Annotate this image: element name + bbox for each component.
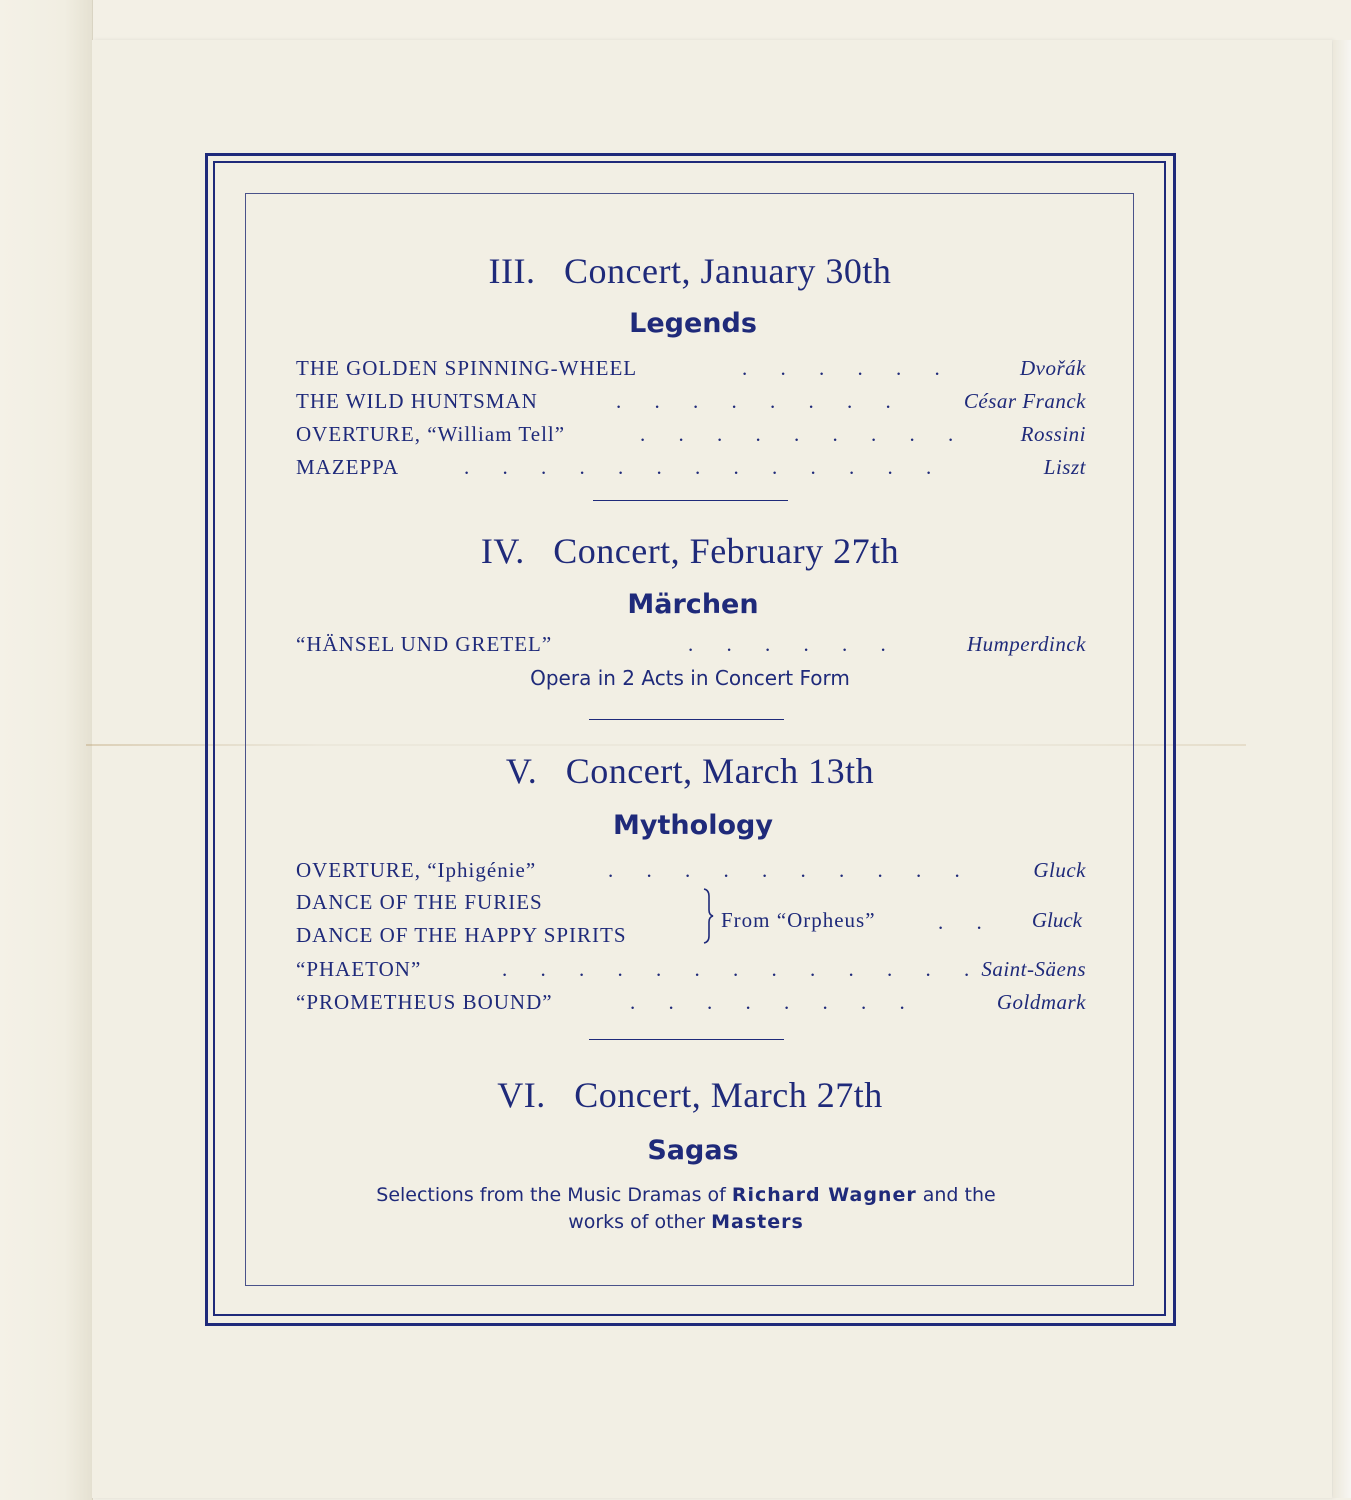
concert-theme: Legends (629, 308, 757, 339)
dot-leader: . . . . . . . . . (640, 422, 968, 446)
concert-date: Concert, March 27th (574, 1075, 883, 1115)
work-title: “PHAETON” (296, 957, 422, 981)
composer-name: César Franck (963, 389, 1086, 413)
concert-date: Concert, January 30th (564, 251, 892, 291)
concert-theme: Sagas (647, 1135, 739, 1166)
program-row (296, 990, 1086, 1020)
concert-theme: Märchen (627, 589, 759, 620)
program-row (296, 858, 1086, 888)
dot-leader: . . . . . . . . (630, 990, 919, 1014)
concert-number: IV. (480, 531, 525, 571)
concert-date: Concert, March 13th (565, 751, 875, 791)
program-row (296, 422, 1086, 452)
composer-name: Dvořák (1020, 356, 1086, 380)
masters-highlight: Masters (711, 1211, 804, 1233)
selections-line-2: works of other (568, 1211, 712, 1233)
composer-name: Liszt (1043, 455, 1086, 479)
work-title: OVERTURE, “Iphigénie” (296, 858, 537, 882)
work-title: THE GOLDEN SPINNING-WHEEL (296, 356, 638, 380)
composer-name: Gluck (1031, 908, 1082, 932)
composer-name: Rossini (1020, 422, 1086, 446)
program-row (296, 455, 1086, 485)
concert-number: VI. (497, 1075, 546, 1115)
dot-leader: . . (938, 910, 996, 934)
composer-name: Goldmark (996, 990, 1086, 1014)
concert-date: Concert, February 27th (553, 531, 900, 571)
dot-leader: . . . . . . . . . . . . . (502, 957, 984, 981)
work-title: OVERTURE, “William Tell” (296, 422, 566, 446)
composer-name: Humperdinck (966, 632, 1086, 656)
dot-leader: . . . . . . (742, 356, 954, 380)
dot-leader: . . . . . . . . (616, 389, 905, 413)
composer-name: Saint-Säens (981, 957, 1086, 981)
concert-heading (0, 530, 1351, 572)
selections-line-1-end: and the (916, 1184, 996, 1206)
program-row (296, 356, 1086, 386)
section-divider (593, 500, 788, 501)
composer-highlight: Richard Wagner (731, 1184, 917, 1206)
work-title: DANCE OF THE FURIES (296, 890, 543, 914)
group-label: From “Orpheus” (721, 908, 876, 932)
dot-leader: . . . . . . (688, 632, 900, 656)
dot-leader: . . . . . . . . . . (608, 858, 974, 882)
concert-number: III. (488, 251, 536, 291)
brace-icon (702, 888, 714, 944)
concert-number: V. (505, 751, 538, 791)
work-title: “HÄNSEL UND GRETEL” (296, 632, 553, 656)
selections-text (0, 1182, 1351, 1236)
program-row (296, 957, 1086, 987)
composer-name: Gluck (1033, 858, 1086, 882)
section-divider (589, 719, 784, 720)
concert-theme: Mythology (613, 810, 773, 841)
opera-note: Opera in 2 Acts in Concert Form (530, 666, 850, 690)
concert-heading (0, 1074, 1351, 1116)
work-title: DANCE OF THE HAPPY SPIRITS (296, 923, 627, 947)
work-title: THE WILD HUNTSMAN (296, 389, 538, 413)
work-title: “PROMETHEUS BOUND” (296, 990, 553, 1014)
section-divider (589, 1039, 784, 1040)
program-row (296, 632, 1086, 662)
work-title: MAZEPPA (296, 455, 400, 479)
concert-heading (0, 750, 1351, 792)
dot-leader: . . . . . . . . . . . . . (464, 455, 946, 479)
concert-heading (0, 250, 1351, 292)
program-row (296, 389, 1086, 419)
selections-line-1: Selections from the Music Dramas of (376, 1184, 732, 1206)
